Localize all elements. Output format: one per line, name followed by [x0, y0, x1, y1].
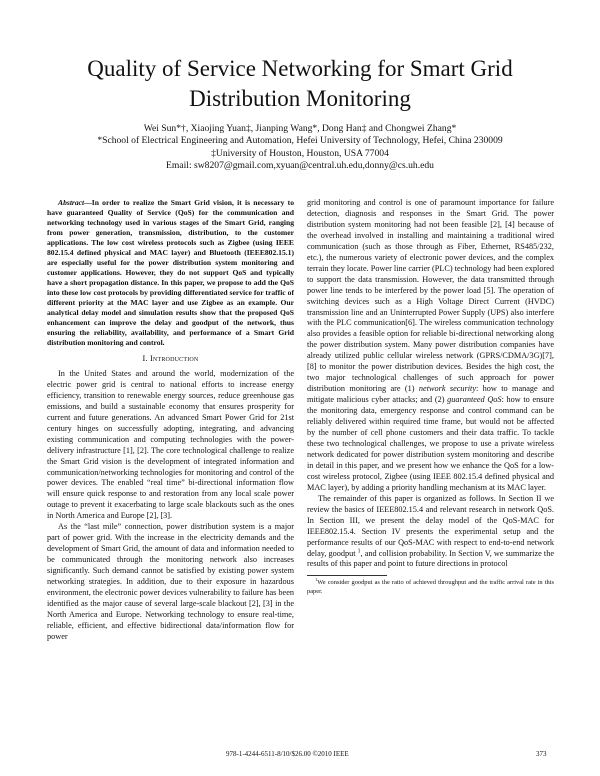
paragraph-text: : how to ensure the monitoring data, emergency response and control command can be reliably delivered within required time frame, but would not be affected by the number of cell phone customers and their data traffic. To tackle these two technological challenges, we propose to use a private wireless network dedicated for power distribution system monitoring and describe in detail in this paper, and we present how we enhance the QoS for a low-cost wireless protocol, Zigbee (using IEEE 802.15.4 defined physical and MAC layer), by adding a priority handling mechanism at its MAC layer. [307, 395, 554, 492]
section-heading-introduction: I. Introduction [142, 354, 199, 363]
paragraph-text: The remainder of this paper is organized as follows. In Section II we review the basics of IEEE802.15.4 and relevant research in network QoS. In Section III, we present the delay model of the QoS-MAC for IEEE802.15.4. Section IV presents the experimental setup and the performance results of our QoS-MAC with respect to end-to-end network delay, goodput [307, 493, 554, 558]
email-line: Email: sw8207@gmail.com,xyuan@central.uh.edu,donny@cs.uh.edu [166, 160, 434, 172]
intro-paragraph-continued [307, 198, 554, 494]
abstract-label: Abstract [58, 198, 85, 207]
intro-paragraph-2: As the “last mile” connection, power distribution system is a major part of power grid. With the increase in the electricity demands and the development of Smart Grid, the amount of data and information needed to be communicated through the monitoring network also increases significantly. Such demand cannot be satisfied by existing power system networking strategies. In addition, due to their exposure in hazardous environment, the electronic power devices vulnerability to failure has been identified as the major cause of several large-scale blackout [2], [3] in the North America and Europe. Networking technology to ensure real-time, reliable, efficient, and effective bidirectional data/information flow for power [47, 522, 294, 641]
footnote-ref: 1 [357, 547, 361, 554]
title-line-1: Quality of Service Networking for Smart Grid [87, 56, 513, 81]
right-column [307, 198, 554, 596]
page-number: 373 [536, 750, 547, 758]
affiliation-2: ‡University of Houston, Houston, USA 77004 [211, 147, 389, 159]
emphasis-network-security: network security [418, 384, 476, 394]
paragraph-text: : how to manage and mitigate malicious cyber attacks; and (2) [307, 384, 554, 405]
footnote [307, 579, 554, 595]
abstract [47, 198, 294, 348]
paper-title [0, 54, 600, 114]
paragraph-text: , and collision probability. In Section V, we summarize the results of this paper and point to future directions in protocol [307, 548, 554, 569]
paragraph-text: grid monitoring and control is one of paramount importance for failure detection, diagnosis and responses in the Smart Grid. The power distribution system monitoring had not been feasible [2], [4] because of the overhead involved in installing and maintaining a traditional wired communication (such as those through as Fiber, Ethernet, RS485/232, etc.), the numerous variety of electronic power devices, and the complex terrain they locate. Power line carrier (PLC) technology had been explored to support the data transmission. However, the data transmitted through power line tends to be interfered by the power load [5]. The operation of switching devices such as a High Voltage Direct Current (HVDC) transmission line and an Uninterrupted Power Supply (UPS) also interfere with the PLC communication[6]. The wireless communication technology also provides a feasible option for reliable bi-directional networking along the power distribution system. Many power distribution companies have already utilized public cellular wireless network (GPRS/CDMA/3G)[7], [8] to monitor the power distribution devices. Besides the high cost, the two major technological challenges of such approach for power distribution monitoring are (1) [307, 198, 554, 394]
organization-paragraph [307, 494, 554, 571]
footnote-divider [307, 575, 387, 576]
left-column [47, 198, 294, 643]
affiliation-1: *School of Electrical Engineering and Automation, Hefei University of Technology, Hefei, China 230009 [97, 135, 503, 147]
abstract-text: —In order to realize the Smart Grid vision, it is necessary to have guaranteed Quality of Service (QoS) for the communication and networking technology used in various stages of the Smart Grid, ranging from power generation, transmission, distribution, to the customer applications. The low cost wireless protocols such as Zigbee (using IEEE 802.15.4 defined physical and MAC layer) and Bluetooth (IEEE802.15.1) are especially useful for the power distribution system monitoring and customer applications. However, they do not support QoS and typically have a short propagation distance. In this paper, we propose to add the QoS into these low cost protocols by providing differentiated service for traffic of different priority at the MAC layer and use Zigbee as an example. Our analytical delay model and simulation results show that the proposed QoS enhancement can improve the delay and goodput of the network, thus ensuring the reliability, availability, and performance of a Smart Grid distribution monitoring and control. [47, 198, 294, 347]
footnote-mark: 1 [315, 577, 318, 583]
author-list: Wei Sun*†, Xiaojing Yuan‡, Jianping Wang*, Dong Han‡ and Chongwei Zhang* [143, 123, 457, 134]
footer-isbn: 978-1-4244-6511-8/10/$26.00 ©2010 IEEE [226, 750, 349, 758]
intro-paragraph-1: In the United States and around the world, modernization of the electric power grid is central to national efforts to increase energy efficiency, transition to renewable energy sources, reduce greenhouse gas emissions, and build a sustainable economy that ensures prosperity for current and future generations. An advanced Smart Power Grid for 21st century hinges on successfully adopting, integrating, and advancing existing communication and computing technologies with the power-delivery infrastructure [1], [2]. The core technological challenge to realize the Smart Grid vision is the development of integrated information and communication/networking technologies for monitoring and control of the power devices. The enabled “real time” bi-directional information flow will ensure quick response to and restoration from any local scale power outage to prevent it exacerbating to large scale blackouts such as the ones in North America and Europe [2], [3]. [47, 368, 294, 521]
author-block [0, 123, 600, 173]
emphasis-guaranteed-qos: guaranteed QoS [447, 395, 502, 405]
title-line-2: Distribution Monitoring [189, 86, 411, 111]
footnote-text: We consider goodput as the ratio of achieved throughput and the traffic arrival rate in this paper. [307, 579, 554, 595]
